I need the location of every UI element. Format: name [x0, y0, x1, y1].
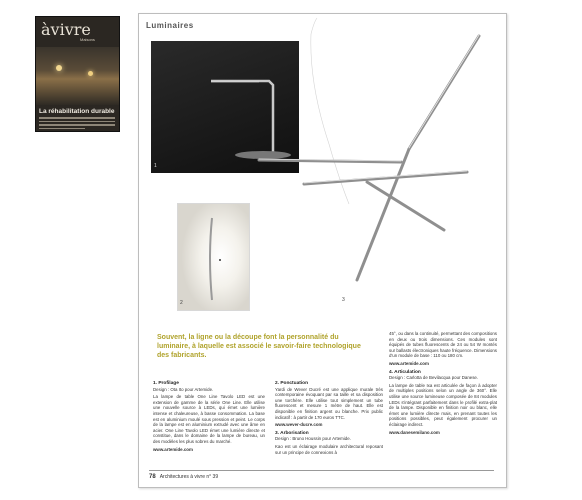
article-column-2 [275, 381, 383, 457]
article-heading: 3. Arborisation [275, 430, 309, 436]
lamp-photo-one-line [151, 41, 299, 173]
article-link[interactable]: www.artemide.com [153, 446, 193, 452]
article-link[interactable]: www.wever-ducre.com [275, 422, 323, 428]
lead-paragraph: Souvent, la ligne ou la découpe font la personnalité du luminaire, à laquelle est associé le savoir-faire technologique des fabricants. [157, 334, 361, 359]
article-body: La lampe de table Ixa est articulée de façon à adopter de multiples positions selon un angle de 360°. Elle utilise une source lumineuse composée de 84 modules LEDs s'intégrant parfaitement dans le profilé extra-plat de la lampe. Disponible en finition noir ou blanc, elle émet une lumière directe mais, en prenant toutes les positions possibles, peut également procurer un éclairage indirect. [389, 382, 497, 427]
article-body: Kao est un éclairage modulaire architectural reposant sur un principe de connexions à [275, 443, 383, 455]
article-heading: 4. Articulation [389, 369, 421, 375]
cover-text-lines [39, 117, 115, 131]
article-heading: 1. Profilage [153, 381, 179, 386]
footer-divider [149, 470, 494, 471]
article-column-3 [389, 331, 497, 438]
desk-lamp-illustration [151, 41, 299, 173]
magazine-page [138, 13, 507, 488]
cover-lamp-glow [56, 65, 62, 71]
cover-logo: àvivre [41, 20, 91, 39]
article-link[interactable]: www.artemide.com [389, 360, 429, 366]
magazine-issue: Architectures à vivre n° 39 [159, 474, 219, 480]
photo-number: 1 [154, 163, 157, 169]
lamp-photo-wall-sconce [177, 203, 250, 311]
article-credit: Design : Ota Ito pour Artemide. [153, 386, 214, 392]
cover-headline: La réhabilitation durable [39, 108, 115, 115]
article-body: 45°, ou dans la continuité, permettant des compositions en deux ou trois dimensions. Ces modules sont équipés de tubes fluorescents de 24 ou 54 W montés sur ballasts électroniques haute fréquence. Dimensions d'un module de base : 110 ou 180 cm. [389, 331, 497, 359]
photo-number: 3 [342, 297, 345, 303]
page-footer [149, 474, 218, 480]
article-heading: 2. Ponctuation [275, 381, 309, 386]
cover-photo [36, 47, 119, 105]
article-body: Yardi de Wever Ducré est une applique murale très contemporaine évoquant par sa taille et sa disposition une torchère. Elle utilise tout simplement un tube fluorescent et mesure 1 mètre de haut. Elle est disponible en finition argent ou blanche. Prix public indicatif : à partir de 170 euros TTC. [275, 386, 383, 420]
article-credit: Design : Carlotta de Bevilacqua pour Danese. [389, 375, 479, 381]
article-credit: Design : Bruno Houssin pour Artemide. [275, 436, 351, 442]
cover-lamp-glow [88, 71, 93, 76]
article-column-1 [153, 381, 265, 455]
wall-light-illustration [178, 204, 249, 310]
page-number: 78 [149, 474, 156, 480]
magazine-cover[interactable] [35, 16, 120, 132]
article-body: La lampe de table One Line Tavolo LED est une extension de gamme de la série One Line. Elle utilise une nouvelle source à LEDs, qui émet une lumière intense et chaleureuse, à basse consommation. La base est en aluminium moulé sous pression et peint. Le corps de la lampe est en aluminium extrudé avec une âme en acier. One Line Tavolo LED émet une lumière directe et constitue, dans le domaine de la lampe de bureau, un des modèles les plus sobres du marché. [153, 394, 265, 444]
section-title: Luminaires [146, 21, 194, 30]
cover-logo-subtitle: Maisons [80, 37, 95, 42]
photo-number: 2 [180, 300, 183, 306]
article-link[interactable]: www.danesemilano.com [389, 429, 440, 435]
